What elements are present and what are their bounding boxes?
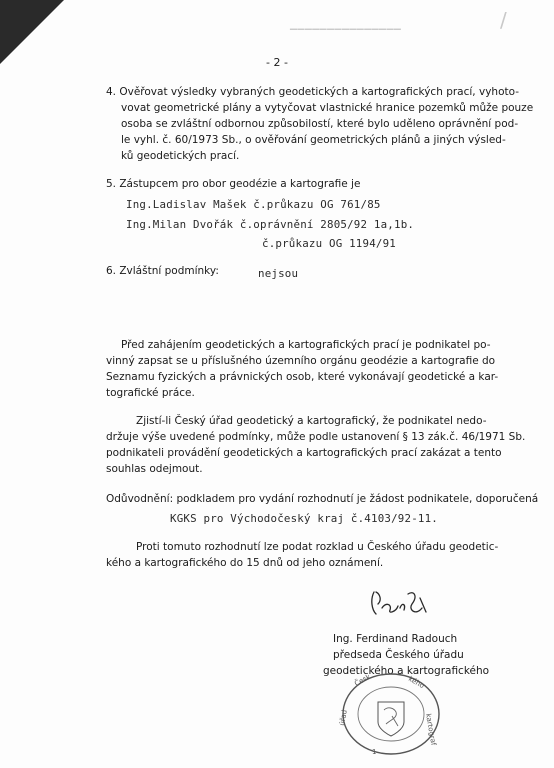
representative-2-id: č.průkazu OG 1194/91	[262, 237, 397, 250]
signatory-name: Ing. Ferdinand Radouch	[333, 633, 458, 645]
signatory-title: geodetického a kartografického	[323, 665, 490, 677]
appeal-line: Proti tomuto rozhodnutí lze podat rozklad u Českého úřadu geodetic-	[136, 541, 499, 553]
item-4-line: le vyhl. č. 60/1973 Sb., o ověřování geometrických plánů a jiných výsled-	[121, 134, 506, 146]
page-number: - 2 -	[266, 56, 288, 69]
justification-line: Odůvodnění: podkladem pro vydání rozhodnutí je žádost podnikatele, doporučená	[106, 493, 539, 505]
item-4-line: 4. Ověřovat výsledky vybraných geodetických a kartografických prací, vyhoto-	[106, 86, 520, 98]
paragraph-line: Zjistí-li Český úřad geodetický a kartografický, že podnikatel nedo-	[136, 415, 487, 427]
paragraph-line: podnikateli provádění geodetických a kartografických prací zakázat a tento	[106, 447, 502, 459]
item-6-value: nejsou	[258, 267, 299, 280]
justification-line: KGKS pro Východočeský kraj č.4103/92-11.	[170, 512, 439, 525]
representative-2: Ing.Milan Dvořák č.oprávnění 2805/92 1a,1b.	[126, 218, 415, 231]
paragraph-line: Seznamu fyzických a právnických osob, které vykonávají geodetické a kar-	[106, 371, 499, 383]
paragraph-line: souhlas odejmout.	[106, 463, 203, 475]
bleed-through-mark: ▔▔▔▔▔▔▔▔▔▔▔▔▔▔▔	[290, 30, 402, 40]
bleed-through-mark: /	[500, 8, 508, 32]
svg-text:Česk: Česk	[353, 672, 372, 688]
handwritten-signature	[366, 586, 436, 622]
paragraph-line: Před zahájením geodetických a kartografických prací je podnikatel po-	[121, 339, 491, 351]
svg-text:úřad: úřad	[338, 709, 349, 727]
paragraph-line: držuje výše uvedené podmínky, může podle ustanovení § 13 zák.č. 46/1971 Sb.	[106, 431, 526, 443]
item-4-line: osoba se zvláštní odbornou způsobilostí, které bylo uděleno oprávnění pod-	[121, 118, 519, 130]
paragraph-line: vinný zapsat se u příslušného územního orgánu geodézie a kartografie do	[106, 355, 496, 367]
item-4-line: vovat geometrické plány a vytyčovat vlastnické hranice pozemků může pouze	[121, 102, 534, 114]
item-6-heading: 6. Zvláštní podmínky:	[106, 265, 219, 277]
item-5-heading: 5. Zástupcem pro obor geodézie a kartografie je	[106, 178, 361, 190]
svg-text:kartograf: kartograf	[424, 712, 438, 747]
appeal-line: kého a kartografického do 15 dnů od jeho oznámení.	[106, 557, 384, 569]
official-seal-stamp	[338, 666, 444, 756]
svg-text:1: 1	[372, 748, 377, 756]
scan-corner-shadow	[0, 0, 64, 64]
signatory-title: předseda Českého úřadu	[333, 649, 464, 661]
paragraph-line: tografické práce.	[106, 387, 195, 399]
representative-1: Ing.Ladislav Mašek č.průkazu OG 761/85	[126, 198, 381, 211]
item-4-line: ků geodetických prací.	[121, 150, 240, 162]
svg-text:kého: kého	[407, 674, 426, 691]
